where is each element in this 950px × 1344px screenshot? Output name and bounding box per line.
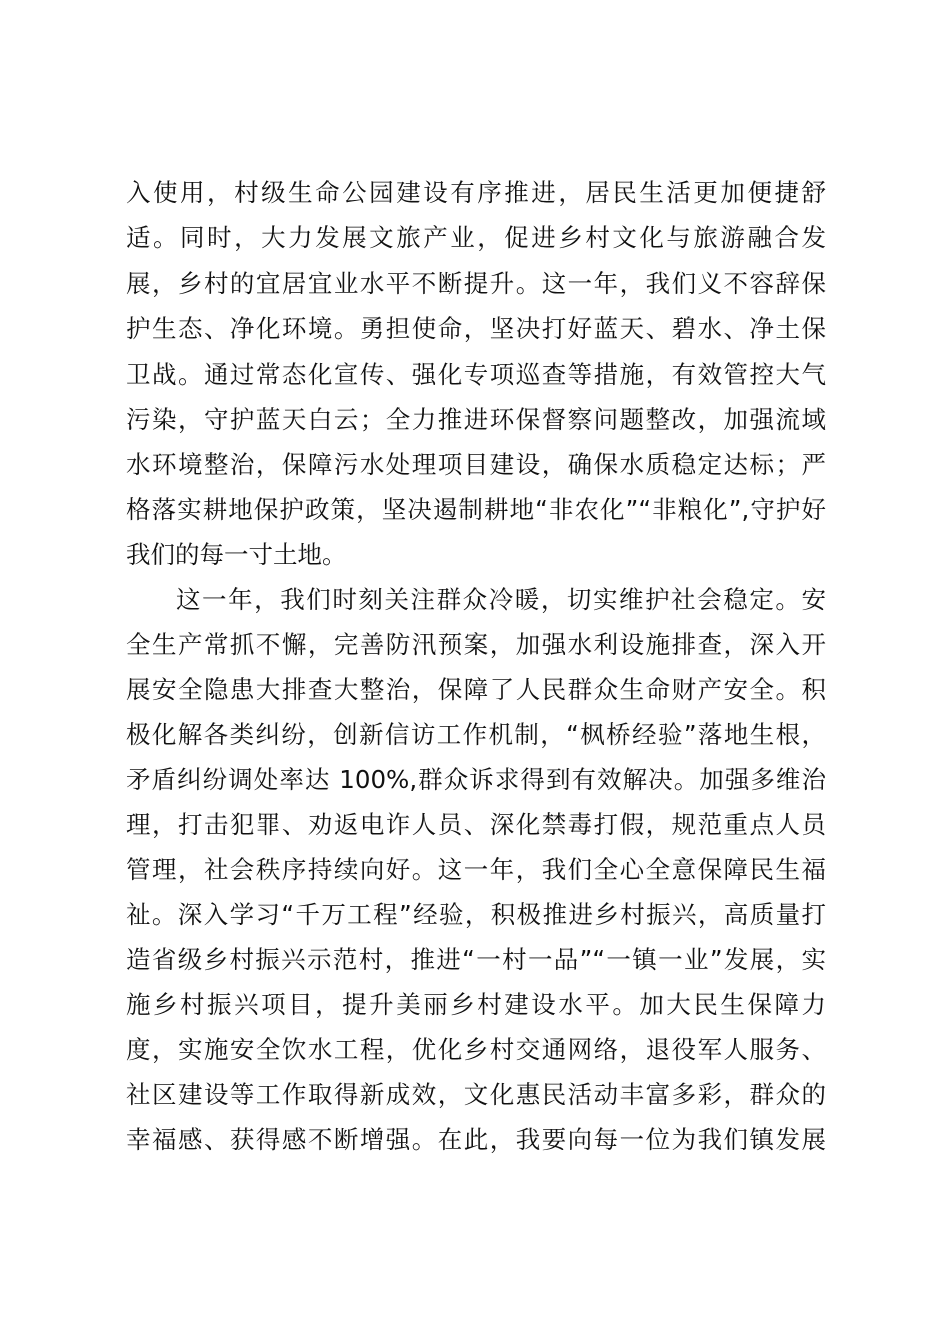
text-line: 格落实耕地保护政策，坚决遏制耕地“非农化”“非粮化”,守护好	[126, 495, 826, 524]
paragraph-end-line: 我们的每一寸土地。	[126, 540, 347, 569]
text-line: 造省级乡村振兴示范村，推进“一村一品”“一镇一业”发展，实	[126, 945, 826, 974]
text-line: 度，实施安全饮水工程，优化乡村交通网络，退役军人服务、	[126, 1035, 826, 1064]
text-line: 理，打击犯罪、劝返电诈人员、深化禁毒打假，规范重点人员	[126, 810, 826, 839]
text-line: 全生产常抓不懈，完善防汛预案，加强水利设施排查，深入开	[126, 630, 826, 659]
text-line: 管理，社会秩序持续向好。这一年，我们全心全意保障民生福	[126, 855, 826, 884]
text-line: 污染，守护蓝天白云；全力推进环保督察问题整改，加强流域	[126, 405, 826, 434]
text-line: 护生态、净化环境。勇担使命，坚决打好蓝天、碧水、净土保	[126, 314, 826, 343]
text-line: 极化解各类纠纷，创新信访工作机制，“枫桥经验”落地生根，	[126, 720, 826, 749]
text-line: 幸福感、获得感不断增强。在此，我要向每一位为我们镇发展	[126, 1125, 826, 1154]
text-line: 适。同时，大力发展文旅产业，促进乡村文化与旅游融合发	[126, 223, 826, 252]
paragraph-first-line: 这一年，我们时刻关注群众冷暖，切实维护社会稳定。安	[176, 585, 826, 614]
text-line: 入使用，村级生命公园建设有序推进，居民生活更加便捷舒	[126, 178, 826, 207]
text-line: 祉。深入学习“千万工程”经验，积极推进乡村振兴，高质量打	[126, 900, 826, 929]
text-line: 水环境整治，保障污水处理项目建设，确保水质稳定达标；严	[126, 450, 826, 479]
text-line: 社区建设等工作取得新成效，文化惠民活动丰富多彩，群众的	[126, 1080, 826, 1109]
text-line: 展安全隐患大排查大整治，保障了人民群众生命财产安全。积	[126, 675, 826, 704]
text-line: 卫战。通过常态化宣传、强化专项巡查等措施，有效管控大气	[126, 360, 826, 389]
text-line: 施乡村振兴项目，提升美丽乡村建设水平。加大民生保障力	[126, 990, 826, 1019]
text-line: 矛盾纠纷调处率达 100%,群众诉求得到有效解决。加强多维治	[126, 765, 826, 794]
text-line: 展，乡村的宜居宜业水平不断提升。这一年，我们义不容辞保	[126, 269, 826, 298]
